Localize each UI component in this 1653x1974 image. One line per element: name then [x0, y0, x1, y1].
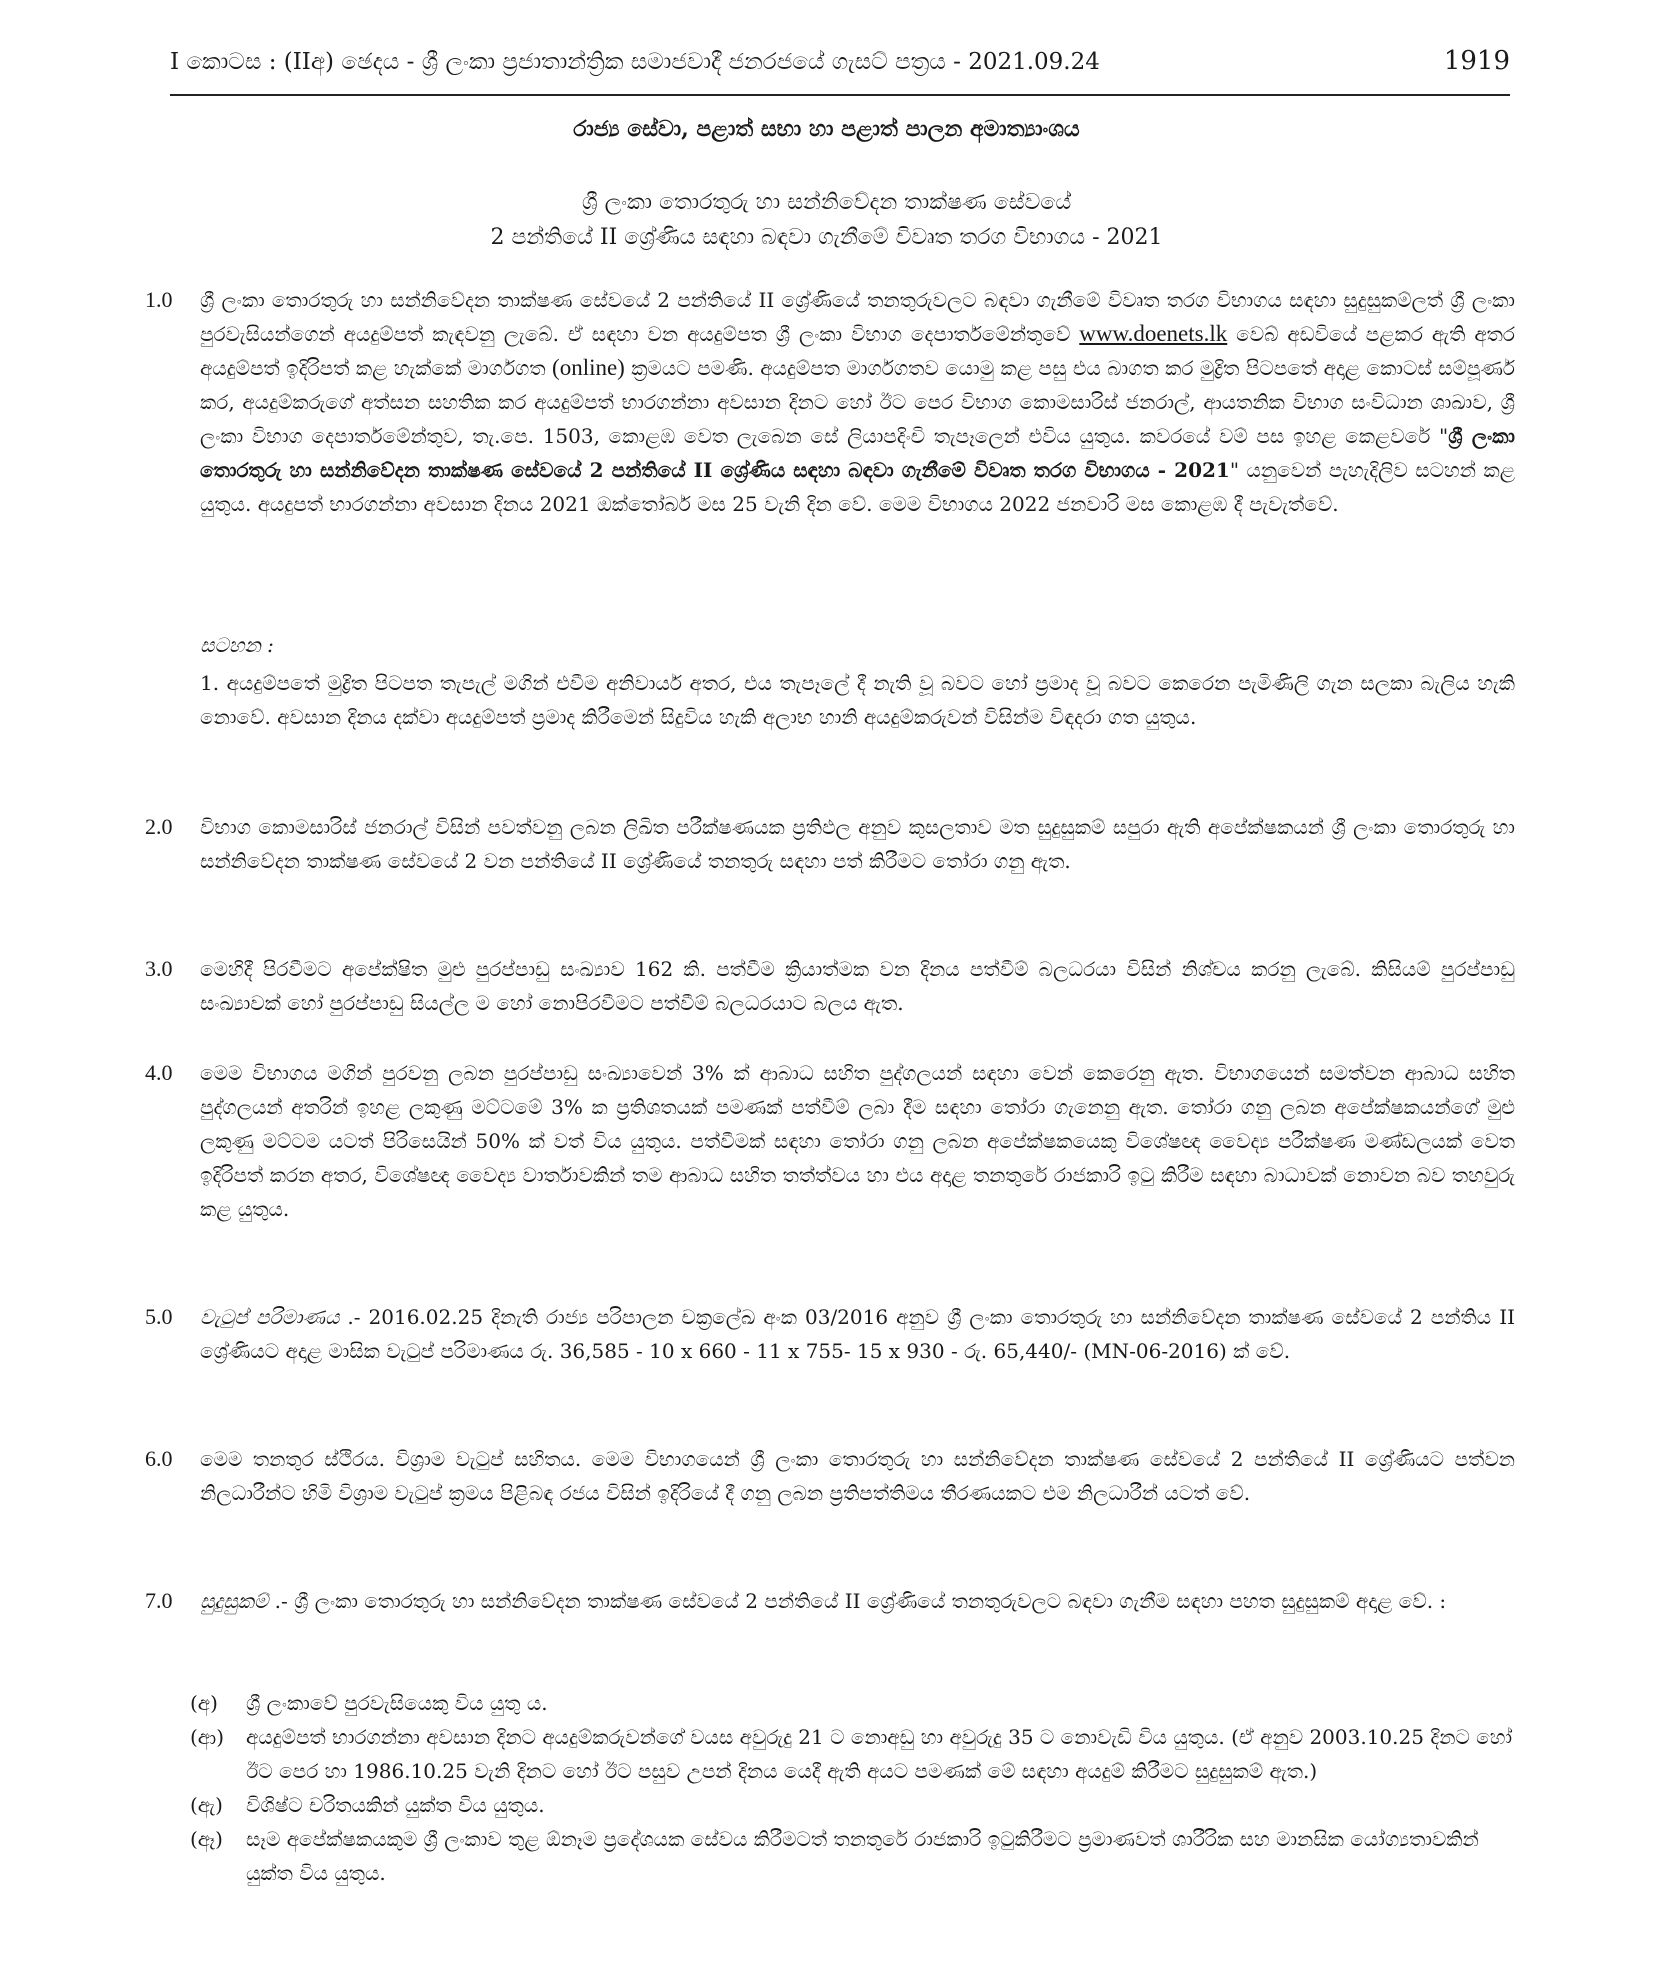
website-link[interactable]: www.doenets.lk [1079, 321, 1228, 346]
section-number: 4.0 [145, 1060, 173, 1085]
page-number: 1919 [1443, 46, 1510, 76]
item-label: (ඇ) [190, 1793, 223, 1817]
ministry-name: රාජ්‍ය සේවා, පළාත් සභා හා පළාත් පාලන අමාත්‍යාංශය [573, 116, 1080, 142]
section-7 [145, 1584, 1515, 1618]
section-text: ක්‍රමයට පමණි. අයදුම්පත මාර්ගගතව යොමු කළ පසු එය බාගත කර මුද්‍රිත පිටපතේ අදාළ කොටස් සම්පූර්ණ කර, අයදුම්කරුගේ අත්සන සහතික කර අයදුම්පත් භාරගන්නා අවසාන දිනට හෝ ඊට පෙර විභාග කොමසාරිස් ජනරාල්, ආයතනික විභාග සංවිධාන ශාඛාව, ශ්‍රී ලංකා විභාග දෙපාර්තමේන්තුව, තැ.පෙ. 1503, කොළඹ වෙත ලැබෙන සේ ලියාපදිංචි තැපෑලෙන් එවිය යුතුය. කවරයේ වම් පස ඉහළ කෙළවරේ " [200, 356, 1515, 448]
section-number: 7.0 [145, 1588, 173, 1613]
section-text: .- 2016.02.25 දිනැති රාජ්‍ය පරිපාලන චක්‍රලේඛ අංක 03/2016 අනුව ශ්‍රී ලංකා තොරතුරු හා සන්නිවේදන තාක්ෂණ සේවයේ 2 පන්තිය II ශ්‍රේණියට අදාළ මාසික වැටුප් පරිමාණය රු. 36,585 - 10 x 660 - 11 x 755- 15 x 930 - රු. 65,440/- (MN-06-2016) ක් වේ. [200, 1305, 1515, 1363]
section-text: .- ශ්‍රී ලංකා තොරතුරු හා සන්නිවේදන තාක්ෂණ සේවයේ 2 පන්තියේ II ශ්‍රේණියේ තනතුරුවලට බඳවා ගැනීම සඳහා පහත සුදුසුකම් අදාළ වේ. : [268, 1589, 1447, 1613]
section-number: 1.0 [145, 287, 173, 312]
notice-title-line-1: ශ්‍රී ලංකා තොරතුරු හා සන්නිවේදන තාක්ෂණ සේවයේ [581, 190, 1072, 215]
section-label: සුදුසුකම් [200, 1589, 269, 1613]
section-body [200, 1300, 1515, 1368]
section-text: විභාග කොමසාරිස් ජනරාල් විසින් පවත්වනු ලබන ලිඛිත පරීක්ෂණයක ප්‍රතිඵල අනුව කුසලතාව මත සුදුසුකම් සපුරා ඇති අපේක්ෂකයන් ශ්‍රී ලංකා තොරතුරු හා සන්නිවේදන තාක්ෂණ සේවයේ 2 වන පන්තියේ II ශ්‍රේණියේ තනතුරු සඳහා පත් කිරීමට තෝරා ගනු ඇත. [200, 815, 1515, 873]
list-item [190, 1720, 1515, 1788]
item-text: විශිෂ්ට චරිතයකින් යුක්ත විය යුතුය. [246, 1793, 545, 1817]
online-text: (online) [552, 355, 625, 380]
list-item [190, 1788, 1515, 1822]
note-heading: සටහන : [200, 633, 274, 657]
note-block [200, 628, 1515, 734]
section-text: මෙහිදී පිරවීමට අපේක්ෂිත මුළු පුරප්පාඩු සංඛ්‍යාව 162 කි. පත්වීම ක්‍රියාත්මක වන දිනය පත්වීම් බලධරයා විසින් නිශ්චය කරනු ලැබේ. කිසියම් පුරප්පාඩු සංඛ්‍යාවක් හෝ පුරප්පාඩු සියල්ල ම හෝ නොපිරවීමට පත්වීම් බලධරයාට බලය ඇත. [200, 957, 1515, 1015]
section-number: 3.0 [145, 956, 173, 981]
section-text: මෙම තනතුර ස්ථිරය. විශ්‍රාම වැටුප් සහිතය. මෙම විභාගයෙන් ශ්‍රී ලංකා තොරතුරු හා සන්නිවේදන තාක්ෂණ සේවයේ 2 පන්තියේ II ශ්‍රේණියට පත්වන නිලධාරීන්ට හිමි විශ්‍රාම වැටුප් ක්‍රමය පිළිබඳ රජය විසින් ඉදිරියේ දී ගනු ලබන ප්‍රතිපත්තිමය තීරණයකට එම නිලධාරීන් යටත් වේ. [200, 1447, 1515, 1505]
list-item [190, 1686, 1515, 1720]
section-body [200, 283, 1515, 521]
notice-title-line-2: 2 පන්තියේ II ශ්‍රේණිය සඳහා බඳවා ගැනීමේ විවෘත තරග විභාගය - 2021 [490, 225, 1163, 250]
list-item [190, 1822, 1515, 1890]
item-text: සෑම අපේක්ෂකයකුම ශ්‍රී ලංකාව තුළ ඕනෑම ප්‍රදේශයක සේවය කිරීමටත් තනතුරේ රාජකාරි ඉටුකිරීමට ප්‍රමාණවත් ශාරීරික සහ මානසික යෝග්‍යතාවකින් යුක්ත විය යුතුය. [246, 1827, 1479, 1885]
item-text: අයදුම්පත් භාරගන්නා අවසාන දිනට අයදුම්කරුවන්ගේ වයස අවුරුදු 21 ට නොඅඩු හා අවුරුදු 35 ට නොවැඩි විය යුතුය. (ඒ අනුව 2003.10.25 දිනට හෝ ඊට පෙර හා 1986.10.25 වැනි දිනට හෝ ඊට පසුව උපන් දිනය යෙදී ඇති අයට පමණක් මේ සඳහා අයදුම් කිරීමට සුදුසුකම් ඇත.) [246, 1725, 1513, 1783]
item-text: ශ්‍රී ලංකාවේ පුරවැසියෙකු විය යුතු ය. [246, 1691, 548, 1715]
running-header [170, 46, 1510, 76]
header-title: I කොටස : (IIඅ) ඡෙදය - ශ්‍රී ලංකා ප්‍රජාතාන්ත්‍රික සමාජවාදී ජනරජයේ ගැසට් පත්‍රය - 2021.09.24 [170, 49, 1100, 75]
section-text: ශ්‍රී ලංකා තොරතුරු හා සන්නිවේදන තාක්ෂණ සේවයේ 2 පන්තියේ II ශ්‍රේණියේ තනතුරුවලට බඳවා ගැනීමේ විවෘත තරග විභාගය සඳහා සුදුසුකම්ලත් ශ්‍රී ලංකා පුරවැසියන්ගෙන් අයදුම්පත් කැඳවනු ලැබේ. ඒ සඳහා වන අයදුම්පත ශ්‍රී ලංකා විභාග දෙපාර්තමේන්තුවේ [200, 288, 1515, 346]
section-text: වෙබ් අඩවියේ පළකර ඇති අතර අයදුම්පත් ඉදිරිපත් කළ හැක්කේ මාර්ගගත [200, 322, 1515, 380]
section-number: 5.0 [145, 1304, 173, 1329]
section-number: 6.0 [145, 1446, 173, 1471]
item-label: (ආ) [190, 1725, 225, 1749]
header-rule [170, 94, 1510, 96]
section-1 [145, 283, 1515, 521]
section-number: 2.0 [145, 814, 173, 839]
item-label: (ඈ) [190, 1827, 223, 1851]
note-text: 1. අයදුම්පතේ මුද්‍රිත පිටපත තැපැල් මගින් එවීම අනිවාර්ය අතර, එය තැපෑලේ දී නැති වූ බවට හෝ ප්‍රමාද වූ බවට කෙරෙන පැමිණිලි ගැන සලකා බැලිය හැකි නොවේ. අවසාන දිනය දක්වා අයදුම්පත් ප්‍රමාද කිරීමෙන් සිදුවිය හැකි අලාභ හානි අයදුම්කරුවන් විසින්ම විඳදරා ගත යුතුය. [200, 671, 1515, 729]
section-6 [145, 1442, 1515, 1510]
qualification-list [190, 1686, 1515, 1890]
section-2 [145, 810, 1515, 878]
section-label: වැටුප් පරිමාණය [200, 1305, 340, 1329]
envelope-marking: ශ්‍රී ලංකා තොරතුරු හා සන්නිවේදන තාක්ෂණ සේවයේ 2 පන්තියේ II ශ්‍රේණිය සඳහා බඳවා ගැනීමේ විවෘත තරග විභාගය - 2021 [200, 424, 1515, 482]
section-text: " යනුවෙන් පැහැදිලිව සටහන් කළ යුතුය. අයදුපත් භාරගන්නා අවසාන දිනය 2021 ඔක්තෝබර් මස 25 වැනි දින වේ. මෙම විභාගය 2022 ජනවාරි මස කොළඹ දී පැවැත්වේ. [200, 458, 1515, 516]
section-5 [145, 1300, 1515, 1368]
section-text: මෙම විභාගය මගින් පුරවනු ලබන පුරප්පාඩු සංඛ්‍යාවෙන් 3% ක් ආබාධ සහිත පුද්ගලයන් සඳහා වෙන් කෙරෙනු ඇත. විභාගයෙන් සමත්වන ආබාධ සහිත පුද්ගලයන් අතරින් ඉහළ ලකුණු මට්ටමේ 3% ක ප්‍රතිශතයක් පමණක් පත්වීම් ලබා දීම සඳහා තෝරා ගැනෙනු ඇත. තෝරා ගනු ලබන අපේක්ෂකයන්ගේ මුළු ලකුණු මට්ටම යටත් පිරිසෙයින් 50% ක් වත් විය යුතුය. පත්වීමක් සඳහා තෝරා ගනු ලබන අපේක්ෂකයෙකු විශේෂඥ වෛද්‍ය පරීක්ෂණ මණ්ඩලයක් වෙත ඉදිරිපත් කරන අතර, විශේෂඥ වෛද්‍ය වාර්තාවකින් තම ආබාධ සහිත තත්ත්වය හා එය අදාළ තනතුරේ රාජකාරි ඉටු කිරීම සඳහා බාධාවක් නොවන බව තහවුරු කළ යුතුය. [200, 1061, 1515, 1221]
item-label: (අ) [190, 1691, 218, 1715]
section-4 [145, 1056, 1515, 1226]
section-3 [145, 952, 1515, 1020]
section-body [200, 1584, 1515, 1618]
